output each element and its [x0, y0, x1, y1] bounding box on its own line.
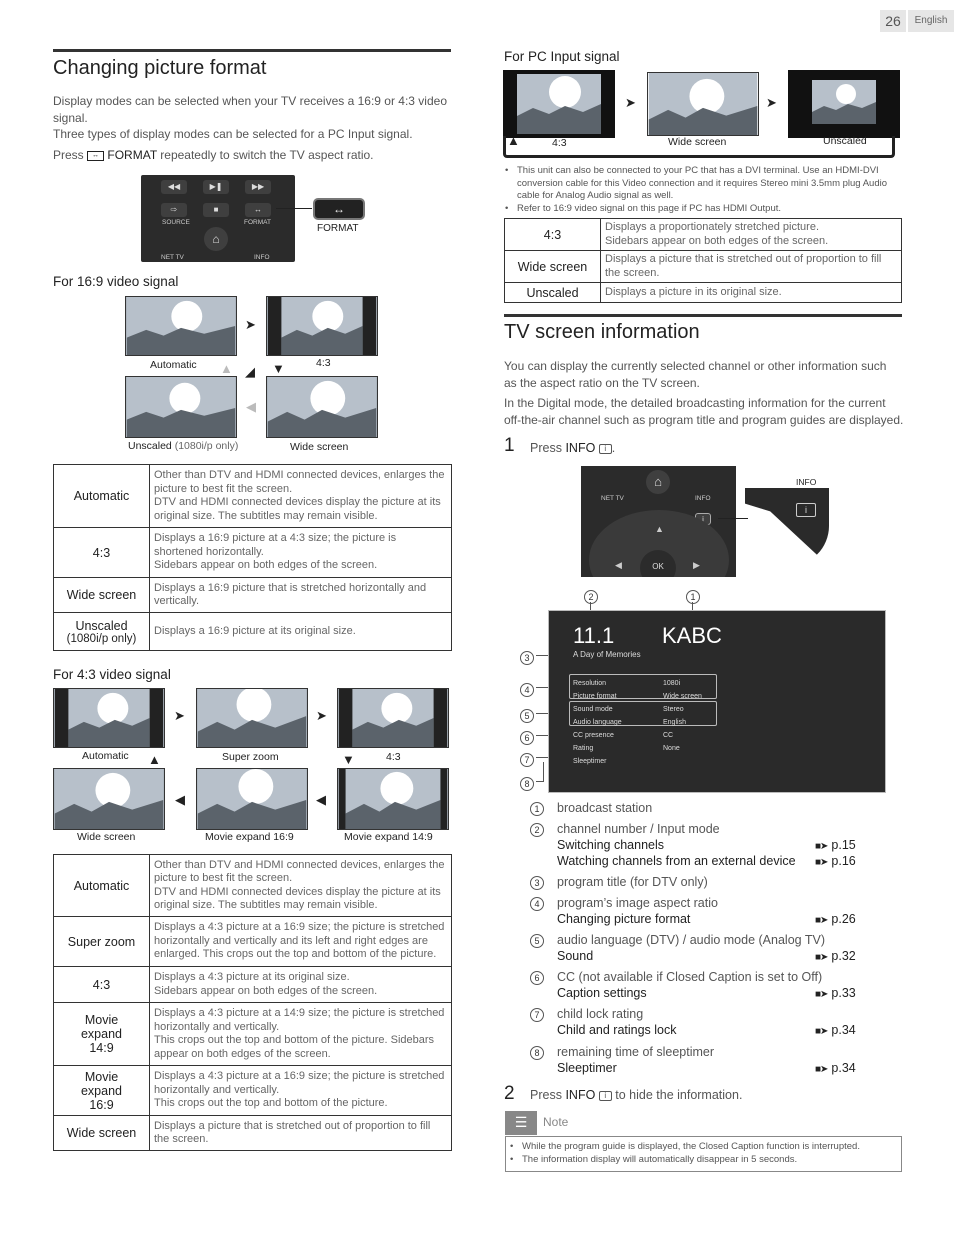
- thumb-me169-43: [196, 768, 308, 830]
- list-item: • This unit can also be connected to your PC that has a DVI terminal. Use an HDMI-DVI conversion cable for this Video connection and it requires Stereo mini 3.5mm plug Audio cable for Analog Audio signal as well.: [505, 165, 900, 203]
- pointer-icon: ■➤: [815, 1026, 828, 1037]
- info-row: [573, 703, 723, 716]
- intro-text-1: Display modes can be selected when your TV receives a 16:9 or 4:3 video signal.: [53, 94, 447, 125]
- row-desc: Displays a 4:3 picture at a 16:9 size; the picture is stretched horizontally and vertically. This crops out the top and bottom of the picture.: [150, 1066, 452, 1116]
- format-icon: ↔: [87, 151, 104, 161]
- table-row: [54, 613, 452, 651]
- pointer-icon: ■➤: [815, 1064, 828, 1075]
- info-value: English: [663, 719, 686, 726]
- info-callout-shape: [745, 488, 829, 566]
- program-title: A Day of Memories: [573, 650, 641, 659]
- legend-text: audio language (DTV) / audio mode (Analog TV): [557, 933, 825, 947]
- arrow-down-icon: ▼: [272, 361, 285, 376]
- info-callout-icon: i: [796, 503, 816, 517]
- page-ref[interactable]: ■➤ p.34: [815, 1061, 856, 1075]
- table-row: [54, 1003, 452, 1066]
- row-desc: Displays a 4:3 picture at a 16:9 size; the picture is stretched horizontally and vertically and its left and right edges are enlarged. This crops out the top and bottom of the picture.: [150, 917, 452, 967]
- legend-link[interactable]: Watching channels from an external device: [557, 854, 796, 868]
- row-key: Wide screen: [54, 1116, 150, 1151]
- cap-unscaled: Unscaled: [823, 135, 867, 147]
- info-row: [573, 742, 723, 755]
- table-row: [54, 855, 452, 917]
- source-icon: ⇨: [161, 203, 187, 217]
- row-desc: Displays a picture that is stretched out of proportion to fill the screen.: [601, 251, 902, 283]
- list-item: • The information display will automatically disappear in 5 seconds.: [510, 1154, 900, 1167]
- legend-link[interactable]: Sleeptimer: [557, 1061, 617, 1075]
- info-row: [573, 690, 723, 703]
- arrow-left-icon: ◀: [316, 792, 326, 807]
- info-label: Sound mode: [573, 706, 613, 713]
- page-ref[interactable]: ■➤ p.32: [815, 949, 856, 963]
- page-ref[interactable]: ■➤ p.16: [815, 854, 856, 868]
- info-icon: i: [599, 1091, 612, 1101]
- marker-1: 1: [686, 587, 700, 605]
- thumb-43-169: [266, 296, 378, 356]
- pc-thumb-wide: [647, 72, 759, 136]
- info-rows: [573, 677, 723, 768]
- info-label: Picture format: [573, 693, 617, 700]
- right-arrow-icon: ▶: [693, 560, 700, 570]
- section-title: Changing picture format: [53, 57, 267, 79]
- press-word: Press: [53, 148, 84, 162]
- legend-text: program title (for DTV only): [557, 875, 708, 889]
- thumb-wide-169: [266, 376, 378, 438]
- remote-control-info: [581, 466, 736, 577]
- home-icon: ⌂: [646, 470, 670, 494]
- row-key: Super zoom: [54, 917, 150, 967]
- list-item: • While the program guide is displayed, the Closed Caption function is interrupted.: [510, 1141, 900, 1154]
- home-icon: ⌂: [204, 227, 228, 251]
- cap-me169: Movie expand 16:9: [205, 831, 294, 843]
- page-ref[interactable]: ■➤ p.15: [815, 838, 856, 852]
- up-arrow-icon: ▲: [655, 524, 664, 534]
- info-value: 1080i: [663, 680, 681, 687]
- sig43-table: [53, 854, 452, 1151]
- row-desc: Displays a 16:9 picture at its original size.: [150, 613, 452, 651]
- stop-icon: ■: [203, 203, 229, 217]
- row-key: Automatic: [54, 465, 150, 528]
- pc-heading: For PC Input signal: [504, 49, 620, 64]
- step2-rest: to hide the information.: [615, 1088, 743, 1102]
- legend-text: child lock rating: [557, 1007, 644, 1021]
- pc-thumb-unscaled: [788, 70, 900, 138]
- step2-number: 2: [504, 1083, 515, 1104]
- cap-automatic: Automatic: [82, 750, 129, 762]
- table-row: [54, 465, 452, 528]
- legend-link[interactable]: Switching channels: [557, 838, 665, 852]
- legend-text: CC (not available if Closed Caption is set to Off): [557, 970, 823, 984]
- note-box: [505, 1136, 902, 1172]
- row-desc: Displays a picture that is stretched out of proportion to fill the screen.: [150, 1116, 452, 1151]
- ok-button: OK: [640, 550, 676, 577]
- pointer-icon: ■➤: [815, 841, 828, 852]
- list-item: • Refer to 16:9 video signal on this page if PC has HDMI Output.: [505, 203, 900, 216]
- thumb-me149-43: [337, 768, 449, 830]
- pc-table: [504, 218, 902, 303]
- row-key: Unscaled: [505, 283, 601, 303]
- info-row: [573, 729, 723, 742]
- row-key: 4:3: [505, 219, 601, 251]
- language-tag: English: [908, 10, 954, 32]
- page-number: 26: [880, 10, 906, 32]
- step2-info: INFO: [565, 1088, 596, 1102]
- table-row: [54, 1116, 452, 1151]
- row-key: Automatic: [54, 855, 150, 917]
- sig169-table: [53, 464, 452, 651]
- row-desc: Displays a picture in its original size.: [601, 283, 902, 303]
- row-desc: Displays a 4:3 picture at its original size. Sidebars appear on both edges of the screen.: [150, 967, 452, 1003]
- tvinfo-title: TV screen information: [504, 321, 700, 343]
- legend-text: remaining time of sleeptimer: [557, 1045, 715, 1059]
- marker-line: [543, 762, 544, 782]
- marker-8: 8: [520, 774, 534, 792]
- info-label: Sleeptimer: [573, 758, 607, 765]
- marker-6: 6: [520, 728, 534, 746]
- cap-wide: Wide screen: [290, 441, 349, 453]
- cap-automatic: Automatic: [150, 359, 197, 371]
- arrow-right-icon: ➤: [316, 708, 327, 723]
- section-rule: [53, 49, 451, 52]
- callout-line: [276, 208, 312, 209]
- info-label: CC presence: [573, 732, 614, 739]
- table-row: [54, 1066, 452, 1116]
- step1-number: 1: [504, 435, 515, 456]
- table-row: [54, 578, 452, 613]
- row-key: 4:3: [54, 967, 150, 1003]
- arrow-right-icon: ➤: [625, 95, 636, 110]
- note-list: [510, 1141, 900, 1166]
- table-row: [505, 219, 902, 251]
- info-label: Rating: [573, 745, 594, 752]
- table-row: [54, 917, 452, 967]
- cap-43: 4:3: [386, 751, 401, 763]
- format-button-callout-icon: ↔: [313, 198, 365, 220]
- pointer-icon: ■➤: [815, 989, 828, 1000]
- page-ref[interactable]: ■➤ p.33: [815, 986, 856, 1000]
- row-key-note: (1080i/p only): [66, 632, 137, 645]
- legend-list: 1 broadcast station 2 channel number / Input mode Switching channels ■➤ p.15 Watching channels from an external device ■➤ p.16 3 program title (for DTV only) 4 program’s image aspect ratio Changing picture format ■➤ p.26 5 audio language (DTV) / audio mode (Analog TV) Sound ■➤ p.32 6 CC (not available if Closed Caption is set to Off) Caption settings ■➤ p.33 7 child lock rating Child and ratings lock ■➤ p.34 8 remaining time of sleeptimer Sleeptimer ■➤ p.34: [530, 801, 870, 1081]
- cap-me149: Movie expand 14:9: [344, 831, 433, 843]
- info-button-icon: i: [695, 513, 711, 525]
- arrow-left-icon: ◀: [175, 792, 185, 807]
- info-icon: i: [599, 444, 612, 454]
- row-key-main: Unscaled: [75, 618, 128, 633]
- pointer-icon: ■➤: [815, 915, 828, 926]
- arrow-right-icon: ➤: [245, 317, 256, 332]
- thumb-automatic-43: [53, 688, 165, 748]
- pc-diagram: [503, 70, 900, 160]
- sig169-heading: For 16:9 video signal: [53, 274, 179, 289]
- step1-info: INFO: [565, 441, 596, 455]
- arrow-right-icon: ➤: [766, 95, 777, 110]
- info-label: INFO: [695, 495, 711, 502]
- step2-press: Press: [530, 1088, 562, 1102]
- row-key: Movie expand 14:9: [54, 1003, 150, 1066]
- info-label: INFO: [254, 254, 270, 261]
- section-rule: [504, 314, 902, 317]
- left-arrow-icon: ◀: [615, 560, 622, 570]
- info-row: [573, 716, 723, 729]
- cap-superzoom: Super zoom: [222, 751, 279, 763]
- pointer-icon: ■➤: [815, 952, 828, 963]
- marker-2: 2: [584, 587, 598, 605]
- info-value: CC: [663, 732, 674, 739]
- press-format-instruction: [53, 147, 448, 164]
- page-ref[interactable]: ■➤ p.34: [815, 1023, 856, 1037]
- legend-text: broadcast station: [557, 801, 653, 815]
- legend-link[interactable]: Changing picture format: [557, 912, 691, 926]
- arrow-left-grey-icon: ◀: [246, 399, 256, 414]
- channel-number: 11.1: [573, 623, 615, 648]
- note-icon: ☰: [505, 1111, 537, 1135]
- info-callout-label: INFO: [796, 477, 817, 487]
- format-button-icon: ↔: [245, 203, 271, 217]
- row-desc: Other than DTV and HDMI connected devices, enlarges the picture to best fit the screen. DTV and HDMI connected devices display the picture at its original size. The subtitles may remain visible.: [150, 465, 452, 528]
- tvinfo-p1: You can display the currently selected channel or other information such as the aspect ratio on the TV screen.: [504, 359, 887, 390]
- row-desc: Displays a 4:3 picture at a 14:9 size; the picture is stretched horizontally and vertically. This crops out the top and bottom of the picture. Sidebars appear on both edges of the screen.: [150, 1003, 452, 1066]
- row-key: Movie expand 16:9: [54, 1066, 150, 1116]
- info-row: [573, 755, 723, 768]
- arrow-diag-icon: ◢: [245, 364, 255, 379]
- info-value: Stereo: [663, 706, 684, 713]
- arrow-right-icon: ➤: [174, 708, 185, 723]
- cap-unscaled-note: (1080i/p only): [174, 440, 239, 452]
- marker-7: 7: [520, 750, 534, 768]
- table-row: [54, 528, 452, 578]
- row-desc: Other than DTV and HDMI connected devices, enlarges the picture to best fit the screen. DTV and HDMI connected devices display the picture at its original size. The subtitles may remain visible.: [150, 855, 452, 917]
- cap-wide: Wide screen: [668, 136, 727, 148]
- marker-4: 4: [520, 680, 534, 698]
- cap-43: 4:3: [552, 137, 567, 149]
- nettv-label: NET TV: [161, 254, 184, 261]
- remote-control-format: [141, 175, 295, 262]
- step2-text: [530, 1088, 742, 1102]
- arrow-up-grey-icon: ▲: [220, 361, 233, 376]
- table-row: [54, 967, 452, 1003]
- info-label: Resolution: [573, 680, 607, 687]
- thumb-superzoom-43: [196, 688, 308, 748]
- thumb-43-43: [337, 688, 449, 748]
- cap-43: 4:3: [316, 357, 331, 369]
- callout-line: [718, 518, 748, 519]
- source-label: SOURCE: [162, 219, 190, 226]
- note-label: Note: [543, 1115, 569, 1129]
- info-label: Audio language: [573, 719, 622, 726]
- row-key: Wide screen: [54, 578, 150, 613]
- row-key: [54, 613, 150, 651]
- row-key: Wide screen: [505, 251, 601, 283]
- row-desc: Displays a 16:9 picture at a 4:3 size; the picture is shortened horizontally. Sidebars appear on both edges of the screen.: [150, 528, 452, 578]
- info-value: Wide screen: [663, 693, 702, 700]
- intro-text-2: Three types of display modes can be selected for a PC Input signal.: [53, 127, 413, 141]
- table-row: [505, 283, 902, 303]
- arrow-up-icon: ▲: [148, 752, 161, 767]
- legend-text: program’s image aspect ratio: [557, 896, 718, 910]
- arrow-up-icon: ▲: [507, 133, 520, 148]
- nettv-label: NET TV: [601, 495, 624, 502]
- pointer-icon: ■➤: [815, 857, 828, 868]
- row-desc: Displays a proportionately stretched picture. Sidebars appear on both edges of the screen.: [601, 219, 902, 251]
- rewind-icon: ◀◀: [161, 180, 187, 194]
- page-ref[interactable]: ■➤ p.26: [815, 912, 856, 926]
- table-row: [505, 251, 902, 283]
- pc-notes: [505, 165, 900, 215]
- sig43-heading: For 4:3 video signal: [53, 667, 171, 682]
- row-key: 4:3: [54, 528, 150, 578]
- format-word: FORMAT: [107, 148, 157, 162]
- cap-unscaled-main: Unscaled: [128, 440, 172, 452]
- station-name: KABC: [662, 623, 722, 648]
- step1-text: Press INFO i .: [530, 441, 616, 455]
- fast-forward-icon: ▶▶: [245, 180, 271, 194]
- legend-text: channel number / Input mode: [557, 822, 720, 836]
- pc-thumb-43: [503, 70, 615, 138]
- format-label: FORMAT: [244, 219, 271, 226]
- cap-unscaled: [128, 440, 238, 452]
- info-row: [573, 677, 723, 690]
- thumb-wide-43: [53, 768, 165, 830]
- thumb-automatic-169: [125, 296, 237, 356]
- legend-link[interactable]: Caption settings: [557, 986, 647, 1000]
- tvinfo-p2: In the Digital mode, the detailed broadcasting information for the current off-the-air channel such as program title and program guides are displayed.: [504, 396, 904, 427]
- thumb-unscaled-169: [125, 376, 237, 438]
- step1-press: Press: [530, 441, 562, 455]
- cap-wide: Wide screen: [77, 831, 136, 843]
- marker-3: 3: [520, 648, 534, 666]
- info-value: None: [663, 745, 680, 752]
- arrow-down-icon: ▼: [342, 752, 355, 767]
- press-rest: repeatedly to switch the TV aspect ratio.: [160, 148, 374, 162]
- row-desc: Displays a 16:9 picture that is stretched horizontally and vertically.: [150, 578, 452, 613]
- play-pause-icon: ▶❚: [203, 180, 229, 194]
- tv-info-screen: [548, 610, 886, 793]
- marker-5: 5: [520, 706, 534, 724]
- format-callout-label: FORMAT: [317, 223, 359, 234]
- legend-link[interactable]: Sound: [557, 949, 594, 963]
- legend-link[interactable]: Child and ratings lock: [557, 1023, 677, 1037]
